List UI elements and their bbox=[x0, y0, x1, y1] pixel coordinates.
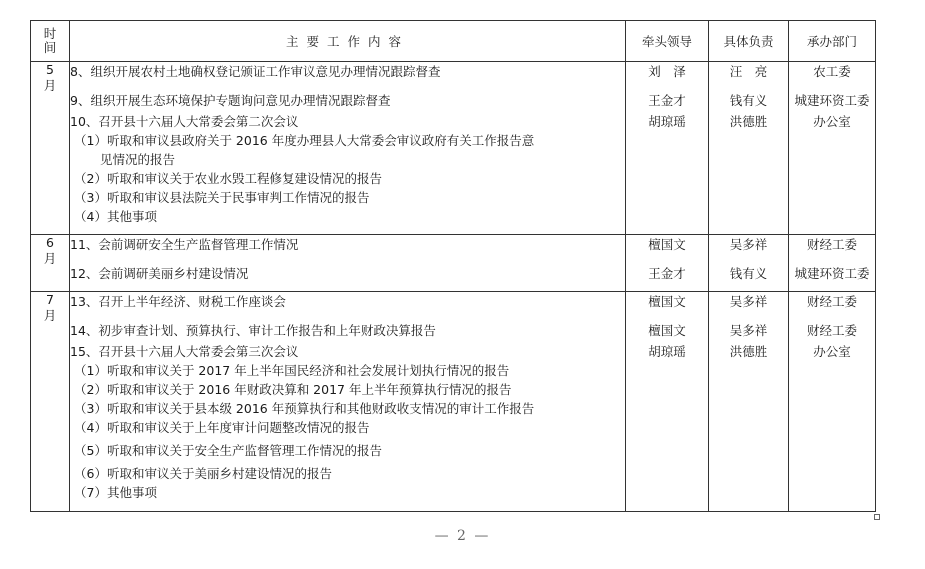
work-schedule-table bbox=[30, 20, 876, 512]
table-row-june bbox=[31, 235, 876, 292]
lead-cell: 檀国文 檀国文 胡琼瑶 bbox=[626, 292, 709, 512]
month-cell: 5 月 bbox=[31, 62, 70, 235]
header-time: 时 间 bbox=[31, 21, 70, 62]
list-item: （1）听取和审议关于 2017 年上半年国民经济和社会发展计划执行情况的报告 bbox=[74, 363, 510, 378]
list-item: 15、召开县十六届人大常委会第三次会议 bbox=[70, 344, 299, 359]
list-item: （3）听取和审议关于县本级 2016 年预算执行和其他财政收支情况的审计工作报告 bbox=[74, 401, 535, 416]
lead-cell: 刘 泽 王金才 胡琼瑶 bbox=[626, 62, 709, 235]
list-item: （3）听取和审议县法院关于民事审判工作情况的报告 bbox=[74, 190, 370, 205]
list-item: （4）其他事项 bbox=[74, 209, 157, 224]
list-item: 13、召开上半年经济、财税工作座谈会 bbox=[70, 294, 286, 309]
page-number: — 2 — bbox=[434, 528, 491, 544]
header-row bbox=[31, 21, 876, 62]
content-cell bbox=[70, 62, 626, 235]
list-item: 见情况的报告 bbox=[100, 152, 176, 167]
header-responsible: 具体负责 bbox=[709, 21, 789, 62]
lead-cell: 檀国文 王金才 bbox=[626, 235, 709, 292]
list-item: （2）听取和审议关于 2016 年财政决算和 2017 年上半年预算执行情况的报告 bbox=[74, 382, 512, 397]
list-item: （1）听取和审议县政府关于 2016 年度办理县人大常委会审议政府有关工作报告意 bbox=[74, 133, 535, 148]
list-item: 8、组织开展农村土地确权登记颁证工作审议意见办理情况跟踪督查 bbox=[70, 64, 441, 79]
content-cell bbox=[70, 292, 626, 512]
list-item: （2）听取和审议关于农业水毁工程修复建设情况的报告 bbox=[74, 171, 382, 186]
department-cell: 财经工委 财经工委 办公室 bbox=[789, 292, 876, 512]
list-item: 10、召开县十六届人大常委会第二次会议 bbox=[70, 114, 299, 129]
list-item: 9、组织开展生态环境保护专题询问意见办理情况跟踪督查 bbox=[70, 93, 391, 108]
list-item: 14、初步审查计划、预算执行、审计工作报告和上年财政决算报告 bbox=[70, 323, 436, 338]
department-cell: 农工委 城建环资工委 办公室 bbox=[789, 62, 876, 235]
header-lead: 牵头领导 bbox=[626, 21, 709, 62]
month-cell: 6 月 bbox=[31, 235, 70, 292]
table-row-may bbox=[31, 62, 876, 235]
list-item: 12、会前调研美丽乡村建设情况 bbox=[70, 266, 249, 281]
table-row-july bbox=[31, 292, 876, 512]
responsible-cell: 吴多祥 钱有义 bbox=[709, 235, 789, 292]
department-cell: 财经工委 城建环资工委 bbox=[789, 235, 876, 292]
content-cell bbox=[70, 235, 626, 292]
table-resize-handle[interactable] bbox=[874, 514, 880, 520]
list-item: （5）听取和审议关于安全生产监督管理工作情况的报告 bbox=[74, 443, 382, 458]
header-department: 承办部门 bbox=[789, 21, 876, 62]
responsible-cell: 汪 亮 钱有义 洪德胜 bbox=[709, 62, 789, 235]
header-content: 主要工作内容 bbox=[70, 21, 626, 62]
list-item: （7）其他事项 bbox=[74, 485, 157, 500]
list-item: 11、会前调研安全生产监督管理工作情况 bbox=[70, 237, 299, 252]
list-item: （6）听取和审议关于美丽乡村建设情况的报告 bbox=[74, 466, 332, 481]
month-cell: 7 月 bbox=[31, 292, 70, 512]
responsible-cell: 吴多祥 吴多祥 洪德胜 bbox=[709, 292, 789, 512]
list-item: （4）听取和审议关于上年度审计问题整改情况的报告 bbox=[74, 420, 370, 435]
